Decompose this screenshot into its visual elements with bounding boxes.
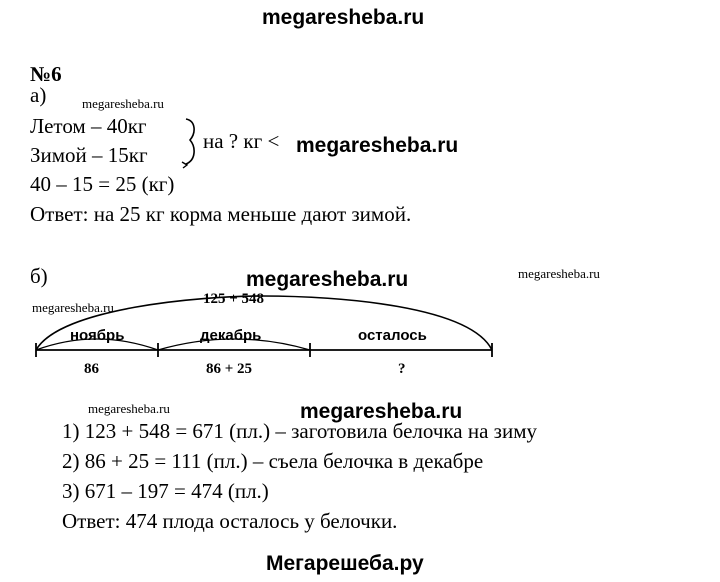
brace-icon (186, 119, 194, 164)
part-a-answer: Ответ: на 25 кг корма меньше дают зимой. (30, 202, 412, 226)
watermark-top: megaresheba.ru (262, 6, 425, 29)
part-a-brace-text: на ? кг < (203, 129, 280, 153)
diagram-total: 125 + 548 (203, 291, 265, 307)
watermark-small: megaresheba.ru (32, 300, 114, 315)
watermark-small: megaresheba.ru (518, 266, 600, 281)
part-b-label: б) (30, 264, 48, 288)
step-1: 1) 123 + 548 = 671 (пл.) – заготовила белочка на зиму (62, 419, 537, 443)
part-b-answer: Ответ: 474 плода осталось у белочки. (62, 509, 398, 533)
watermark-small: megaresheba.ru (88, 401, 170, 416)
segment-label-remaining: осталось (358, 327, 427, 344)
segment-value-december: 86 + 25 (206, 361, 253, 377)
part-a-winter: Зимой – 15кг (30, 143, 148, 167)
part-a-summer: Летом – 40кг (30, 114, 147, 138)
watermark-bold: megaresheba.ru (296, 134, 459, 157)
step-3: 3) 671 – 197 = 474 (пл.) (62, 479, 269, 503)
problem-number: №6 (30, 62, 62, 86)
watermark-bold: megaresheba.ru (246, 268, 409, 291)
segment-label-november: ноябрь (70, 327, 125, 344)
part-a-label: а) (30, 83, 47, 107)
watermark-bottom: Мегарешеба.ру (266, 552, 424, 575)
segment-value-november: 86 (84, 361, 99, 377)
segment-label-december: декабрь (200, 327, 262, 344)
step-2: 2) 86 + 25 = 111 (пл.) – съела белочка в декабре (62, 449, 484, 473)
arrow-icon (182, 162, 187, 168)
watermark-bold: megaresheba.ru (300, 400, 463, 423)
segment-value-remaining: ? (398, 361, 406, 377)
part-a-calc: 40 – 15 = 25 (кг) (30, 172, 175, 196)
watermark-small: megaresheba.ru (82, 96, 164, 111)
